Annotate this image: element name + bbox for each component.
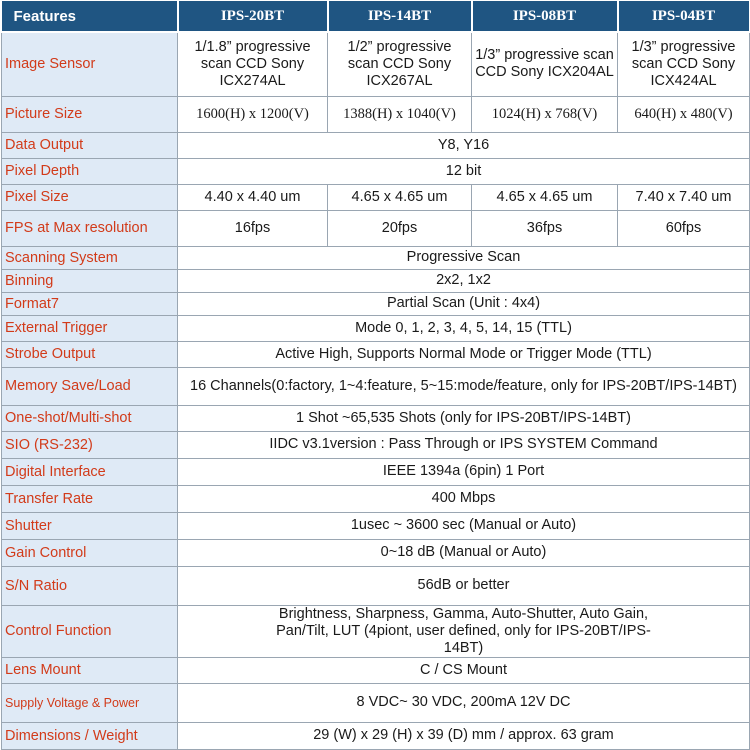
row-label: Image Sensor [2,32,178,96]
row-label: Strobe Output [2,341,178,367]
row-label: Pixel Size [2,184,178,210]
value-all-models: 0~18 dB (Manual or Auto) [178,539,750,566]
row-pixel-size [2,184,750,210]
row-lens-mount [2,657,750,683]
row-label: Control Function [2,605,178,657]
value-all-models: Brightness, Sharpness, Gamma, Auto-Shutter, Auto Gain, Pan/Tilt, LUT (4piont, user defined, only for IPS-20BT/IPS-14BT) [178,605,750,657]
row-memory-save-load [2,367,750,405]
value-ips-14bt: 20fps [328,210,472,246]
row-label: Scanning System [2,246,178,269]
value-ips-04bt: 1/3” progressive scan CCD Sony ICX424AL [618,32,750,96]
value-all-models: 12 bit [178,158,750,184]
value-all-models: Y8, Y16 [178,132,750,158]
row-digital-interface [2,458,750,485]
value-ips-20bt: 1600(H) x 1200(V) [178,96,328,132]
spec-table [1,1,750,750]
row-label: SIO (RS-232) [2,431,178,458]
value-ips-04bt: 640(H) x 480(V) [618,96,750,132]
row-label: Gain Control [2,539,178,566]
row-strobe-output [2,341,750,367]
row-dimensions-weight [2,722,750,749]
value-all-models: 16 Channels(0:factory, 1~4:feature, 5~15:mode/feature, only for IPS-20BT/IPS-14BT) [178,367,750,405]
row-sn-ratio [2,566,750,605]
value-ips-14bt: 4.65 x 4.65 um [328,184,472,210]
row-data-output [2,132,750,158]
row-picture-size [2,96,750,132]
row-label: Memory Save/Load [2,367,178,405]
row-sio [2,431,750,458]
value-ips-04bt: 7.40 x 7.40 um [618,184,750,210]
row-label: Lens Mount [2,657,178,683]
row-label: External Trigger [2,315,178,341]
value-ips-08bt: 4.65 x 4.65 um [472,184,618,210]
value-ips-14bt: 1388(H) x 1040(V) [328,96,472,132]
row-control-function [2,605,750,657]
row-external-trigger [2,315,750,341]
value-all-models: 400 Mbps [178,485,750,512]
row-fps [2,210,750,246]
row-one-shot-multi-shot [2,405,750,431]
row-image-sensor [2,32,750,96]
value-ips-20bt: 16fps [178,210,328,246]
row-label: Supply Voltage & Power [2,683,178,722]
value-all-models: 29 (W) x 29 (H) x 39 (D) mm / approx. 63 gram [178,722,750,749]
row-label: FPS at Max resolution [2,210,178,246]
row-pixel-depth [2,158,750,184]
features-header: Features [2,1,178,32]
value-all-models: 1 Shot ~65,535 Shots (only for IPS-20BT/IPS-14BT) [178,405,750,431]
value-ips-20bt: 1/1.8” progressive scan CCD Sony ICX274AL [178,32,328,96]
row-label: Binning [2,269,178,292]
value-ips-04bt: 60fps [618,210,750,246]
row-transfer-rate [2,485,750,512]
row-label: S/N Ratio [2,566,178,605]
value-ips-08bt: 1024(H) x 768(V) [472,96,618,132]
value-all-models: Active High, Supports Normal Mode or Trigger Mode (TTL) [178,341,750,367]
value-all-models: Progressive Scan [178,246,750,269]
value-ips-20bt: 4.40 x 4.40 um [178,184,328,210]
model-header-ips-08bt: IPS-08BT [472,1,618,32]
row-gain-control [2,539,750,566]
value-all-models: Partial Scan (Unit : 4x4) [178,292,750,315]
value-all-models: C / CS Mount [178,657,750,683]
model-header-ips-14bt: IPS-14BT [328,1,472,32]
header-row [2,1,750,32]
row-label: Picture Size [2,96,178,132]
row-label: Dimensions / Weight [2,722,178,749]
model-header-ips-20bt: IPS-20BT [178,1,328,32]
row-label: Transfer Rate [2,485,178,512]
row-label: Shutter [2,512,178,539]
row-label: Pixel Depth [2,158,178,184]
row-scanning-system [2,246,750,269]
value-ips-08bt: 36fps [472,210,618,246]
value-all-models: Mode 0, 1, 2, 3, 4, 5, 14, 15 (TTL) [178,315,750,341]
model-header-ips-04bt: IPS-04BT [618,1,750,32]
value-all-models: 2x2, 1x2 [178,269,750,292]
row-label: Format7 [2,292,178,315]
value-all-models: 56dB or better [178,566,750,605]
row-supply-voltage-power [2,683,750,722]
row-shutter [2,512,750,539]
value-ips-08bt: 1/3” progressive scan CCD Sony ICX204AL [472,32,618,96]
row-label: Data Output [2,132,178,158]
value-ips-14bt: 1/2” progressive scan CCD Sony ICX267AL [328,32,472,96]
row-format7 [2,292,750,315]
value-all-models: IIDC v3.1version : Pass Through or IPS SYSTEM Command [178,431,750,458]
value-all-models: IEEE 1394a (6pin) 1 Port [178,458,750,485]
row-label: One-shot/Multi-shot [2,405,178,431]
row-label: Digital Interface [2,458,178,485]
row-binning [2,269,750,292]
value-all-models: 8 VDC~ 30 VDC, 200mA 12V DC [178,683,750,722]
value-all-models: 1usec ~ 3600 sec (Manual or Auto) [178,512,750,539]
